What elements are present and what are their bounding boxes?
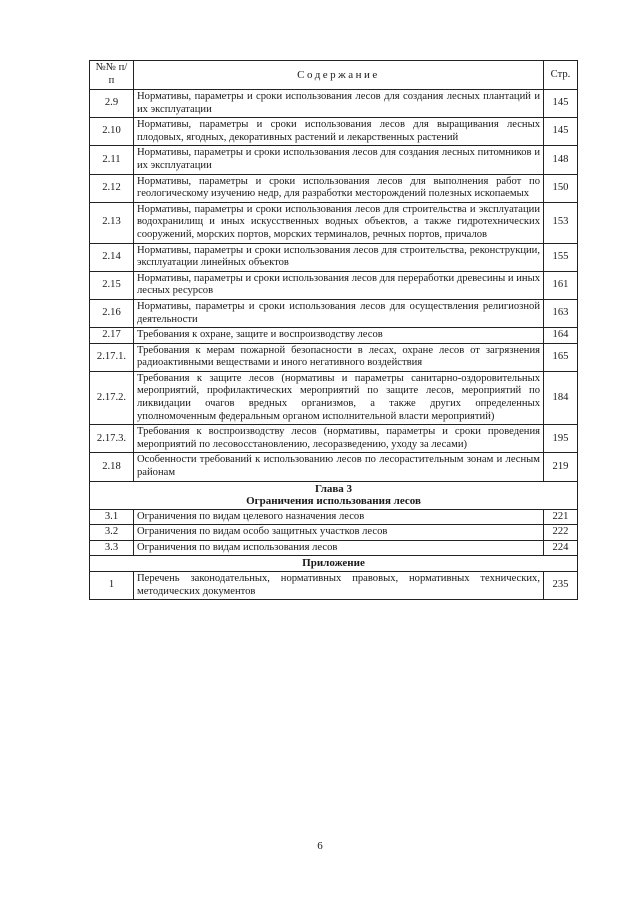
entry-number: 2.17.3. (90, 425, 134, 453)
entry-title: Ограничения по видам особо защитных участков лесов (134, 525, 544, 541)
entry-number: 2.18 (90, 453, 134, 481)
entry-number: 2.10 (90, 118, 134, 146)
table-row (90, 328, 578, 344)
entry-title: Особенности требований к использованию лесов по лесорастительным зонам и лесным районам (134, 453, 544, 481)
entry-title: Ограничения по видам целевого назначения лесов (134, 509, 544, 525)
entry-page: 145 (544, 90, 578, 118)
chapter-heading (90, 481, 578, 509)
entry-page: 184 (544, 371, 578, 424)
contents-table (89, 60, 578, 600)
entry-title: Нормативы, параметры и сроки использования лесов для строительства и эксплуатации водохранилищ и иных искусственных водных объектов, а также гидротехнических сооружений, морских портов, морских терминалов, речных портов, причалов (134, 202, 544, 243)
table-row (90, 118, 578, 146)
entry-page: 235 (544, 571, 578, 599)
table-row (90, 571, 578, 599)
entry-number: 2.9 (90, 90, 134, 118)
table-row (90, 146, 578, 174)
entry-page: 164 (544, 328, 578, 344)
page-number: 6 (317, 840, 323, 852)
header-content: Содержание (134, 61, 544, 90)
entry-page: 163 (544, 299, 578, 327)
entry-title: Нормативы, параметры и сроки использования лесов для выращивания лесных плодовых, ягодных, декоративных растений и лекарственных растений (134, 118, 544, 146)
entry-number: 2.11 (90, 146, 134, 174)
entry-page: 222 (544, 525, 578, 541)
table-row (90, 299, 578, 327)
table-row (90, 90, 578, 118)
entry-page: 153 (544, 202, 578, 243)
entry-page: 161 (544, 271, 578, 299)
entry-number: 2.12 (90, 174, 134, 202)
entry-number: 2.17.1. (90, 343, 134, 371)
header-page: Стр. (544, 61, 578, 90)
table-row (90, 540, 578, 556)
entry-title: Перечень законодательных, нормативных правовых, нормативных технических, методических документов (134, 571, 544, 599)
table-row (90, 343, 578, 371)
entry-page: 155 (544, 243, 578, 271)
entry-title: Ограничения по видам использования лесов (134, 540, 544, 556)
entry-page: 165 (544, 343, 578, 371)
header-number: №№ п/п (90, 61, 134, 90)
entry-title: Нормативы, параметры и сроки использования лесов для создания лесных питомников и их эксплуатации (134, 146, 544, 174)
entry-number: 2.17.2. (90, 371, 134, 424)
entry-number: 3.3 (90, 540, 134, 556)
entry-title: Нормативы, параметры и сроки использования лесов для строительства, реконструкции, эксплуатации линейных объектов (134, 243, 544, 271)
entry-number: 2.17 (90, 328, 134, 344)
table-row (90, 371, 578, 424)
table-row (90, 271, 578, 299)
entry-page: 150 (544, 174, 578, 202)
entry-page: 219 (544, 453, 578, 481)
section-title: Глава 3 (314, 482, 353, 495)
table-row (90, 509, 578, 525)
section-subtitle: Ограничения использования лесов (246, 495, 421, 508)
appendix-heading (90, 556, 578, 572)
entry-number: 3.2 (90, 525, 134, 541)
entry-title: Требования к охране, защите и воспроизводству лесов (134, 328, 544, 344)
appendix-heading-cell (90, 556, 578, 572)
entry-title: Требования к мерам пожарной безопасности в лесах, охране лесов от загрязнения радиоактивными веществами и иного негативного воздействия (134, 343, 544, 371)
entry-title: Требования к защите лесов (нормативы и параметры санитарно-оздоровительных мероприятий, профилактических мероприятий по защите лесов, мероприятий по ликвидации очагов вредных организмов, а также других определенных уполномоченным федеральным органом исполнительной власти мероприятий) (134, 371, 544, 424)
entry-title: Нормативы, параметры и сроки использования лесов для выполнения работ по геологическому изучению недр, для разработки месторождений полезных ископаемых (134, 174, 544, 202)
entry-page: 221 (544, 509, 578, 525)
entry-number: 2.15 (90, 271, 134, 299)
table-row (90, 425, 578, 453)
table-row (90, 453, 578, 481)
table-row (90, 202, 578, 243)
entry-title: Нормативы, параметры и сроки использования лесов для переработки древесины и иных лесных ресурсов (134, 271, 544, 299)
entry-title: Нормативы, параметры и сроки использования лесов для осуществления религиозной деятельности (134, 299, 544, 327)
entry-number: 2.14 (90, 243, 134, 271)
entry-page: 224 (544, 540, 578, 556)
chapter-heading-cell (90, 481, 578, 509)
table-row (90, 174, 578, 202)
table-row (90, 243, 578, 271)
table-header-row (90, 61, 578, 90)
section-title: Приложение (302, 557, 365, 570)
entry-page: 148 (544, 146, 578, 174)
entry-number: 3.1 (90, 509, 134, 525)
entry-title: Требования к воспроизводству лесов (нормативы, параметры и сроки проведения мероприятий по лесовосстановлению, лесоразведению, уходу за лесами) (134, 425, 544, 453)
entry-number: 2.16 (90, 299, 134, 327)
entry-number: 2.13 (90, 202, 134, 243)
entry-number: 1 (90, 571, 134, 599)
entry-page: 145 (544, 118, 578, 146)
entry-page: 195 (544, 425, 578, 453)
table-row (90, 525, 578, 541)
entry-title: Нормативы, параметры и сроки использования лесов для создания лесных плантаций и их эксплуатации (134, 90, 544, 118)
